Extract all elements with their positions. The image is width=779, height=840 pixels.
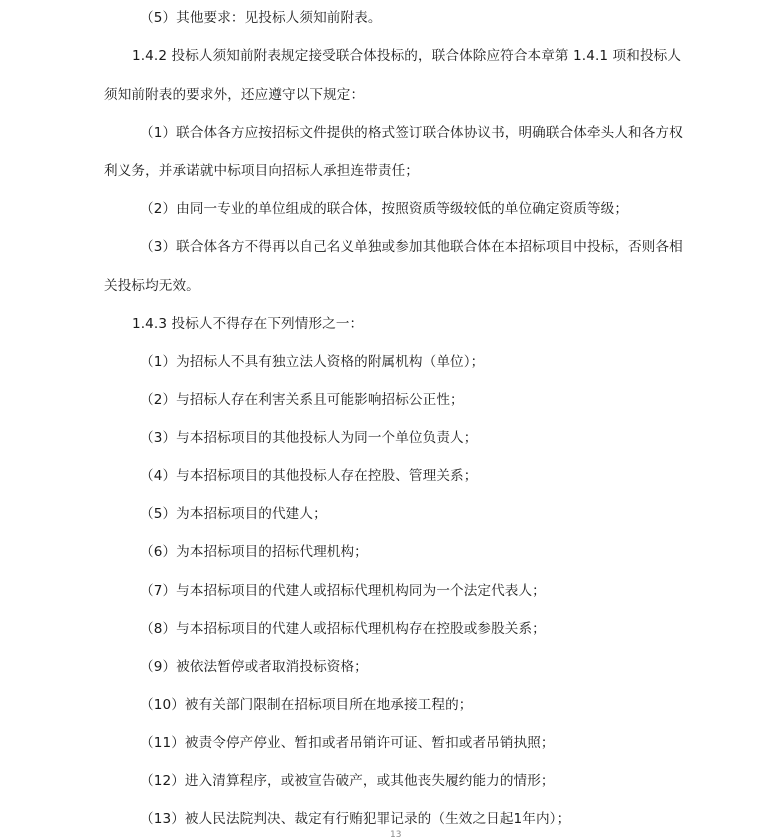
clause-1-4-3: 1.4.3 投标人不得存在下列情形之一： — [132, 316, 364, 332]
clause-1-4-2-continued: 须知前附表的要求外，还应遵守以下规定： — [104, 87, 365, 103]
consortium-rule-3: （3）联合体各方不得再以自己名义单独或参加其他联合体在本招标项目中投标，否则各相 — [140, 239, 683, 255]
prohibited-case-2: （2）与招标人存在利害关系且可能影响招标公正性； — [140, 392, 464, 408]
page-number: 13 — [390, 830, 402, 840]
consortium-rule-2: （2）由同一专业的单位组成的联合体，按照资质等级较低的单位确定资质等级； — [140, 201, 629, 217]
consortium-rule-3-continued: 关投标均无效。 — [104, 278, 200, 294]
prohibited-case-10: （10）被有关部门限制在招标项目所在地承接工程的； — [140, 697, 473, 713]
prohibited-case-6: （6）为本招标项目的招标代理机构； — [140, 544, 368, 560]
prohibited-case-1: （1）为招标人不具有独立法人资格的附属机构（单位）； — [140, 354, 485, 370]
prohibited-case-5: （5）为本招标项目的代建人； — [140, 506, 327, 522]
requirement-5: （5）其他要求：见投标人须知前附表。 — [140, 10, 382, 26]
prohibited-case-3: （3）与本招标项目的其他投标人为同一个单位负责人； — [140, 430, 478, 446]
prohibited-case-9: （9）被依法暂停或者取消投标资格； — [140, 659, 368, 675]
prohibited-case-11: （11）被责令停产停业、暂扣或者吊销许可证、暂扣或者吊销执照； — [140, 735, 555, 751]
prohibited-case-4: （4）与本招标项目的其他投标人存在控股、管理关系； — [140, 468, 478, 484]
prohibited-case-7: （7）与本招标项目的代建人或招标代理机构同为一个法定代表人； — [140, 583, 546, 599]
clause-1-4-2: 1.4.2 投标人须知前附表规定接受联合体投标的，联合体除应符合本章第 1.4.1 项和投标人 — [132, 48, 682, 64]
consortium-rule-1-continued: 利义务，并承诺就中标项目向招标人承担连带责任； — [104, 163, 419, 179]
prohibited-case-8: （8）与本招标项目的代建人或招标代理机构存在控股或参股关系； — [140, 621, 546, 637]
prohibited-case-13: （13）被人民法院判决、裁定有行贿犯罪记录的（生效之日起1年内）； — [140, 811, 571, 827]
consortium-rule-1: （1）联合体各方应按招标文件提供的格式签订联合体协议书，明确联合体牵头人和各方权 — [140, 125, 683, 141]
prohibited-case-12: （12）进入清算程序，或被宣告破产，或其他丧失履约能力的情形； — [140, 773, 555, 789]
